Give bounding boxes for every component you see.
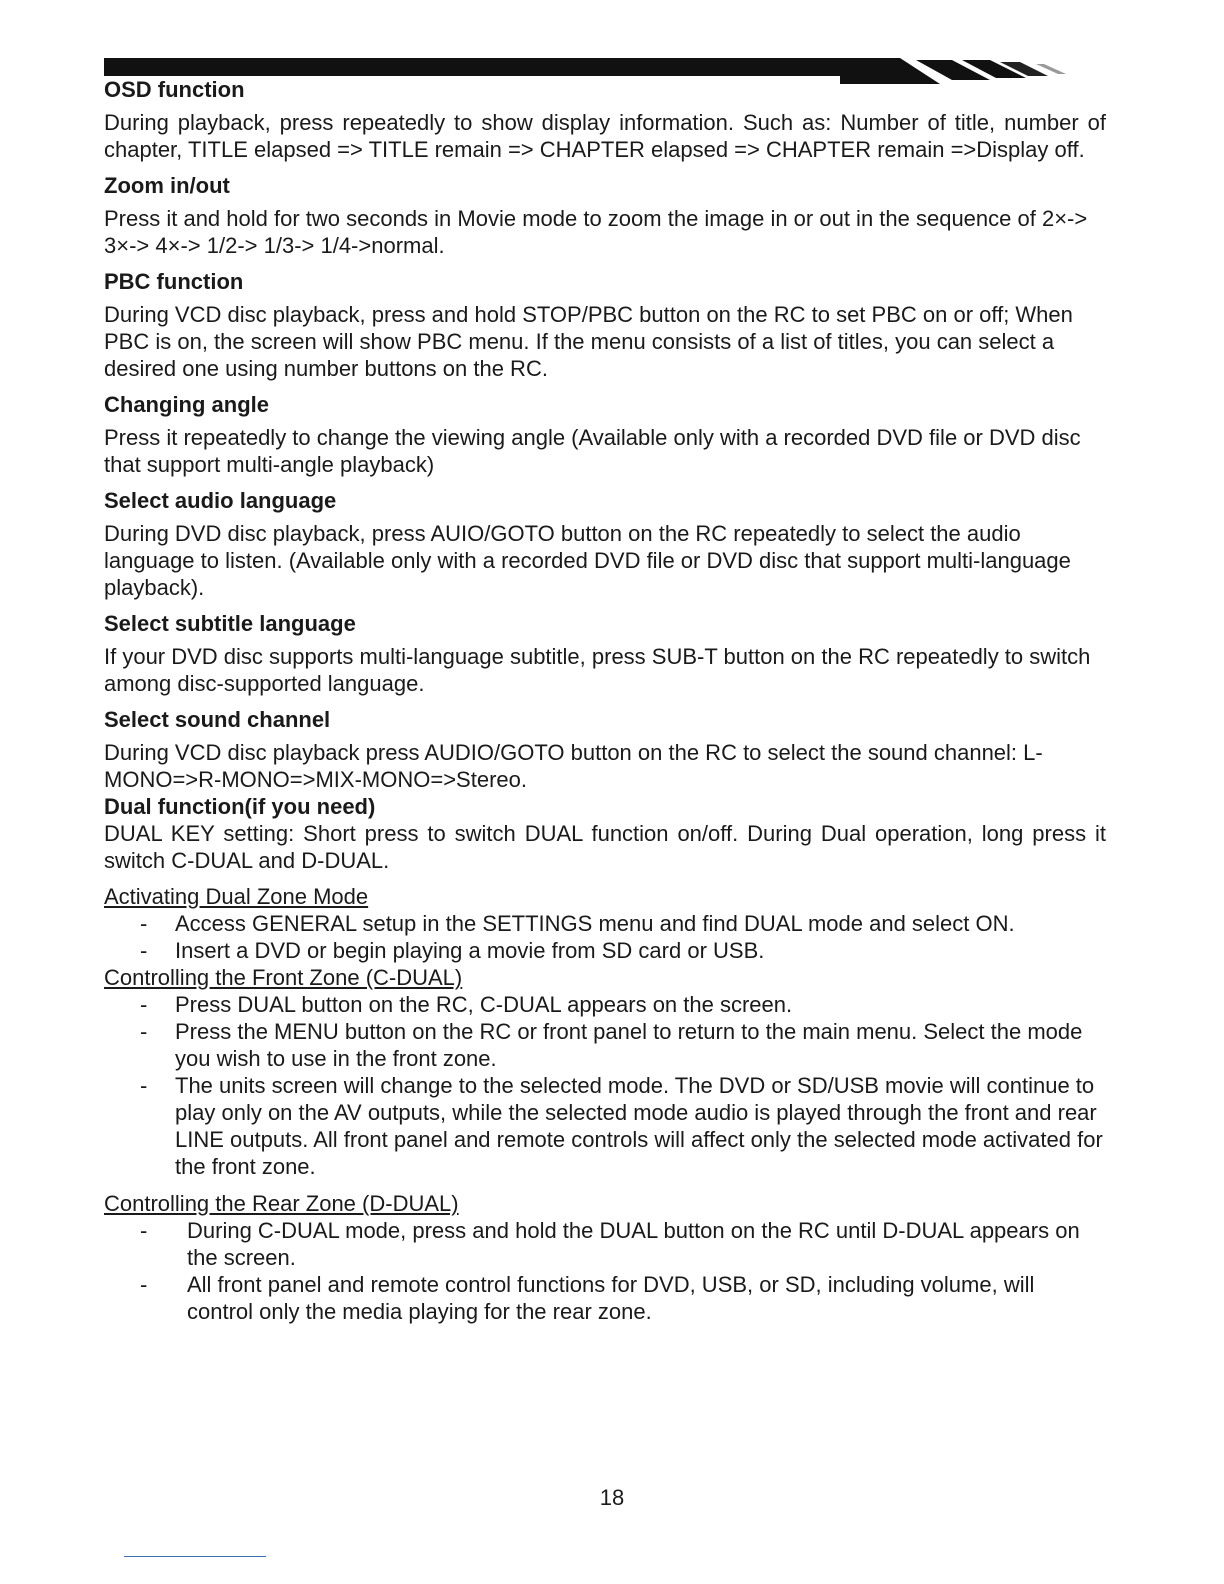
page-number: 18 [599,1485,625,1510]
section-title-sound-channel: Select sound channel [104,707,331,732]
activating-dual-zone-list [104,910,1106,964]
footer-rule [124,1556,266,1557]
subheading-activating-dual-zone: Activating Dual Zone Mode [104,884,369,909]
section-title-subtitle-language: Select subtitle language [104,611,356,636]
section-title-dual-function: Dual function(if you need) [104,794,376,819]
subheading-front-zone: Controlling the Front Zone (C-DUAL) [104,965,463,990]
list-item: - Press the MENU button on the RC or front panel to return to the main menu. Select the mode you wish to use in the front zone. [104,1018,1106,1072]
rear-zone-list [104,1217,1106,1325]
section-text-subtitle-language: If your DVD disc supports multi-language subtitle, press SUB-T button on the RC repeatedly to switch among disc-supported language. [104,644,1091,696]
section-text-audio-language: During DVD disc playback, press AUIO/GOTO button on the RC repeatedly to select the audio language to listen. (Available only with a recorded DVD file or DVD disc that support multi-language playback). [104,521,1071,600]
list-item: - All front panel and remote control functions for DVD, USB, or SD, including volume, will control only the media playing for the rear zone. [104,1271,1106,1325]
section-text-dual-function: DUAL KEY setting: Short press to switch DUAL function on/off. During Dual operation, long press it switch C-DUAL and D-DUAL. [104,821,1106,873]
list-item: - Press DUAL button on the RC, C-DUAL appears on the screen. [104,991,1106,1018]
section-title-audio-language: Select audio language [104,488,337,513]
list-item: - During C-DUAL mode, press and hold the DUAL button on the RC until D-DUAL appears on the screen. [104,1217,1106,1271]
section-text-sound-channel: During VCD disc playback press AUDIO/GOTO button on the RC to select the sound channel: L-MONO=>R-MONO=>MIX-MONO=>Stereo. [104,740,1043,792]
section-title-osd: OSD function [104,77,245,102]
page-content [104,76,1106,1325]
list-item: - The units screen will change to the selected mode. The DVD or SD/USB movie will continue to play only on the AV outputs, while the selected mode audio is played through the front and rear LINE outputs. All front panel and remote controls will affect only the selected mode activated for the front zone. [104,1072,1106,1180]
section-text-zoom: Press it and hold for two seconds in Movie mode to zoom the image in or out in the sequence of 2×-> 3×-> 4×-> 1/2-> 1/3-> 1/4->normal. [104,206,1088,258]
section-text-angle: Press it repeatedly to change the viewing angle (Available only with a recorded DVD file or DVD disc that support multi-angle playback) [104,425,1081,477]
section-title-pbc: PBC function [104,269,244,294]
subheading-rear-zone: Controlling the Rear Zone (D-DUAL) [104,1191,459,1216]
section-title-angle: Changing angle [104,392,269,417]
front-zone-list [104,991,1106,1180]
section-text-pbc: During VCD disc playback, press and hold STOP/PBC button on the RC to set PBC on or off; When PBC is on, the screen will show PBC menu. If the menu consists of a list of titles, you can select a desired one using number buttons on the RC. [104,302,1073,381]
section-text-osd: During playback, press repeatedly to show display information. Such as: Number of title, number of chapter, TITLE elapsed => TITLE remain => CHAPTER elapsed => CHAPTER remain =>Display off. [104,110,1106,162]
list-item: - Access GENERAL setup in the SETTINGS menu and find DUAL mode and select ON. [104,910,1106,937]
header-bar [104,58,844,76]
section-title-zoom: Zoom in/out [104,173,230,198]
list-item: - Insert a DVD or begin playing a movie from SD card or USB. [104,937,1106,964]
